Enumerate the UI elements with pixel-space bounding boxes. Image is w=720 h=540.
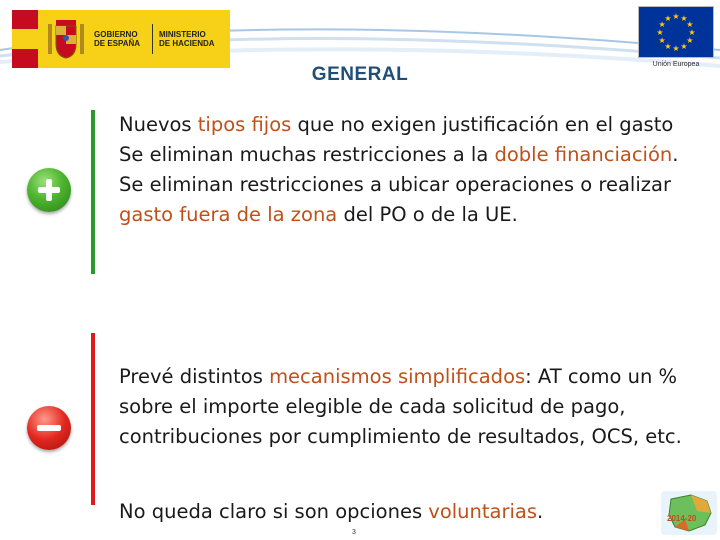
text-run: No queda claro si son opciones [119,500,429,523]
eu-flag-icon [638,6,714,58]
pro-item [119,170,715,230]
spain-flag-strip [12,10,38,68]
coat-of-arms-icon [46,16,86,62]
text-run: Se eliminan muchas restricciones a la [119,143,495,166]
text-run: . [672,143,679,166]
gobierno-espana-logo [12,10,230,68]
page-title: GENERAL [311,64,409,85]
logo-divider [152,24,153,54]
eu-star-icon: ★ [656,28,664,37]
cons-list [119,362,715,452]
note-text [119,497,715,527]
gov-text [94,30,146,48]
eu-star-icon: ★ [672,12,680,21]
text-run: Prevé distintos [119,365,270,388]
map-icon [661,491,717,535]
text-run: : AT como un % sobre el importe elegible de cada solicitud de pago, contribuciones por cumplimiento de resultados, OCS, etc. [119,365,682,448]
page-number: 3 [352,529,356,536]
cons-bar [91,333,95,505]
highlighted-text: mecanismos simplificados [269,365,526,388]
highlighted-text: tipos fijos [197,113,292,136]
programme-map-logo [661,491,717,535]
eu-star-icon: ★ [686,36,694,45]
eu-label: Unión Europea [652,61,700,68]
eu-star-icon: ★ [680,41,688,51]
pros-list [119,110,715,230]
highlighted-text: gasto fuera de la zona [119,203,338,226]
text-run: Nuevos [119,113,198,136]
highlighted-text: voluntarias [428,500,538,523]
eu-star-icon: ★ [664,14,672,24]
text-run: que no exigen justificación en el gasto [291,113,674,136]
ministry-line1: MINISTERIO [159,30,206,39]
text-run: . [537,500,544,523]
gov-line2: DE ESPAÑA [94,39,141,48]
plus-icon [27,168,71,212]
ministry-line2: DE HACIENDA [159,39,215,48]
eu-star-icon: ★ [688,28,696,37]
eu-star-icon: ★ [658,36,666,45]
note-item [119,497,715,527]
highlighted-text: doble financiación [494,143,673,166]
eu-star-icon: ★ [658,20,666,29]
eu-star-icon: ★ [686,20,694,29]
gov-line1: GOBIERNO [94,30,138,39]
pro-item [119,110,715,140]
text-run: Se eliminan restricciones a ubicar operaciones o realizar [119,173,671,196]
map-logo-text: 2014-20 [667,514,697,523]
eu-star-icon: ★ [664,41,672,51]
pros-bar [91,110,95,274]
ministry-text [159,30,215,48]
minus-icon [27,406,71,450]
eu-star-icon: ★ [672,44,680,53]
pro-item [119,140,715,170]
con-item [119,362,715,452]
text-run: del PO o de la UE. [337,203,518,226]
eu-star-icon: ★ [680,14,688,24]
